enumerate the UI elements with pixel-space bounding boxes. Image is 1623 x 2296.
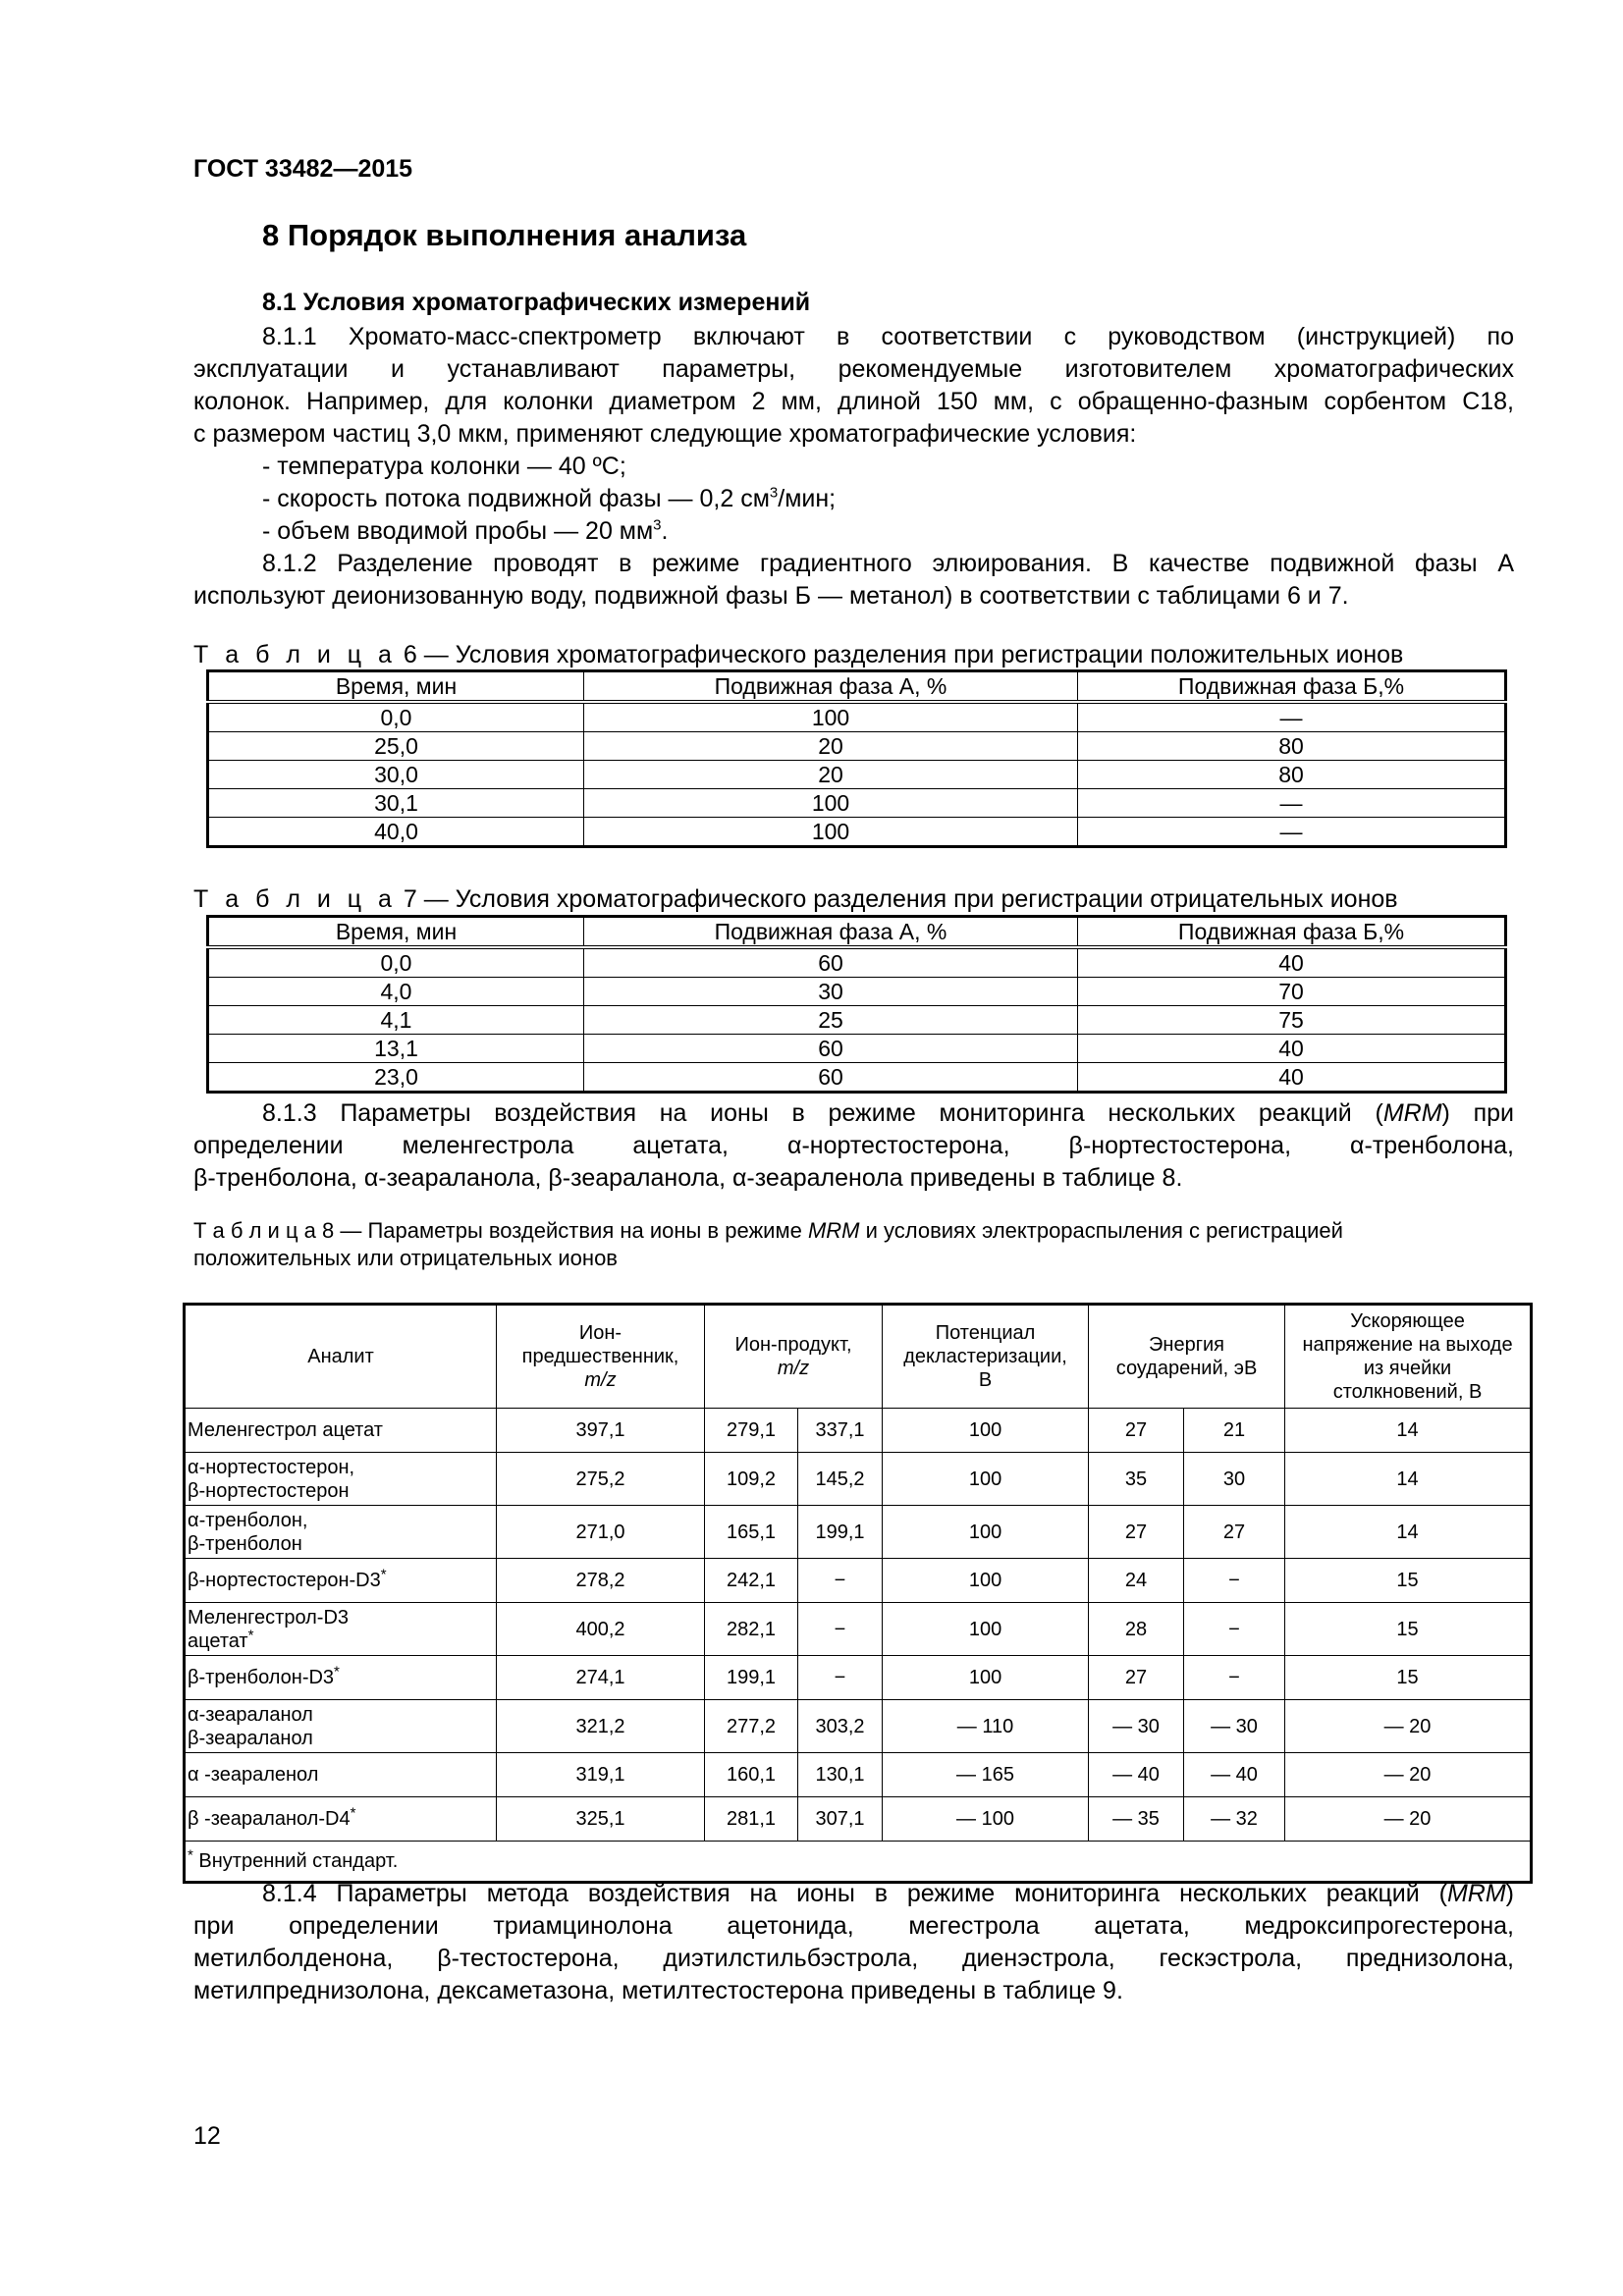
table-header-row — [185, 1305, 1532, 1409]
table-cell-prec: 319,1 — [497, 1753, 705, 1797]
section-title: 8 Порядок выполнения анализа — [262, 218, 747, 252]
condition-flow-unit: /мин; — [778, 485, 837, 512]
table-cell: 4,0 — [208, 978, 584, 1006]
footnote-star: * — [188, 1846, 193, 1864]
table-row — [208, 1006, 1506, 1035]
table-cell-pot: 100 — [883, 1409, 1089, 1453]
analyte-cell — [185, 1559, 497, 1603]
table-cell-pot: — 100 — [883, 1797, 1089, 1842]
table-cell-p1: 281,1 — [705, 1797, 798, 1842]
table-cell: 100 — [584, 818, 1078, 847]
column-header: Подвижная фаза Б,% — [1078, 917, 1506, 948]
table-cell-acc: — 20 — [1285, 1700, 1532, 1753]
table-cell: 23,0 — [208, 1063, 584, 1093]
table-cell-acc: 15 — [1285, 1603, 1532, 1656]
table-row — [208, 702, 1506, 732]
analyte-name: β-тренболон-D3 — [188, 1667, 335, 1688]
table-cell: 40,0 — [208, 818, 584, 847]
table-cell: — — [1078, 818, 1506, 847]
analyte-name-line2: β-нортестостерон — [188, 1479, 350, 1502]
table-cell-acc: 15 — [1285, 1559, 1532, 1603]
footnote-star: * — [350, 1804, 356, 1822]
column-header: Время, мин — [208, 671, 584, 703]
header-line: декластеризации, — [903, 1346, 1067, 1367]
table-cell: 80 — [1078, 732, 1506, 761]
table-row — [208, 978, 1506, 1006]
para-line: 8.1.3 Параметры воздействия на ионы в режиме мониторинга нескольких реакций (MRM) при — [262, 1099, 1514, 1127]
table-6 — [206, 669, 1507, 848]
table-cell-e2: 21 — [1184, 1409, 1285, 1453]
table-row — [208, 1035, 1506, 1063]
para-line: β-тренболона, α-зеараланола, β-зеараланола, α-зеараленола приведены в таблице 8. — [193, 1164, 1183, 1192]
table-cell-acc: 14 — [1285, 1409, 1532, 1453]
table-cell: 20 — [584, 761, 1078, 789]
table-cell: 100 — [584, 702, 1078, 732]
analyte-name-line2: β-тренболон — [188, 1532, 302, 1555]
analyte-cell — [185, 1700, 497, 1753]
analyte-name: β -зеараланол-D4 — [188, 1808, 351, 1830]
table-cell: 80 — [1078, 761, 1506, 789]
caption-word: Т а б л и ц а — [193, 885, 397, 913]
para-line: определении меленгестрола ацетата, α-нортестостерона, β-нортестостерона, α-тренболона, — [193, 1132, 1514, 1159]
column-header: Время, мин — [208, 917, 584, 948]
table-cell-prec: 321,2 — [497, 1700, 705, 1753]
table-cell: 40 — [1078, 1063, 1506, 1093]
table-cell-e2: — 40 — [1184, 1753, 1285, 1797]
table-row — [208, 732, 1506, 761]
condition-flow — [262, 483, 836, 515]
footnote-star: * — [247, 1626, 254, 1643]
table-row — [185, 1797, 1532, 1842]
column-header-accel — [1285, 1305, 1532, 1409]
table-cell-prec: 275,2 — [497, 1453, 705, 1506]
caption-word: Т а б л и ц а — [193, 641, 397, 668]
column-header-potential — [883, 1305, 1089, 1409]
column-header: Подвижная фаза А, % — [584, 917, 1078, 948]
document-header: ГОСТ 33482—2015 — [193, 155, 413, 183]
table-cell-p1: 199,1 — [705, 1656, 798, 1700]
table-row — [208, 947, 1506, 978]
table-7-caption — [193, 884, 1398, 914]
table-cell-p2: 145,2 — [798, 1453, 883, 1506]
table-cell-acc: 14 — [1285, 1506, 1532, 1559]
paragraph-8-1-4 — [193, 1878, 1514, 2007]
table-row — [185, 1753, 1532, 1797]
column-header: Подвижная фаза Б,% — [1078, 671, 1506, 703]
column-header-energy — [1089, 1305, 1285, 1409]
table-cell: 60 — [584, 1035, 1078, 1063]
table-row — [185, 1409, 1532, 1453]
table-cell-e2: — 32 — [1184, 1797, 1285, 1842]
table-cell-prec: 397,1 — [497, 1409, 705, 1453]
table-cell-acc: 15 — [1285, 1656, 1532, 1700]
caption-line: положительных или отрицательных ионов — [193, 1246, 618, 1270]
table-header-row — [208, 671, 1506, 703]
table-row — [208, 818, 1506, 847]
analyte-cell — [185, 1753, 497, 1797]
condition-volume — [262, 515, 836, 548]
header-line: m/z — [584, 1369, 617, 1391]
header-line: Ион- — [578, 1322, 622, 1344]
table-cell: 40 — [1078, 1035, 1506, 1063]
para-line: с размером частиц 3,0 мкм, применяют следующие хроматографические условия: — [193, 420, 1137, 448]
table-cell-e2: − — [1184, 1656, 1285, 1700]
table-row — [185, 1656, 1532, 1700]
table-note-row — [185, 1842, 1532, 1883]
paragraph-8-1-1 — [193, 321, 1514, 451]
table-cell: — — [1078, 702, 1506, 732]
header-line: столкновений, В — [1332, 1381, 1483, 1403]
table-cell: 30 — [584, 978, 1078, 1006]
note-text: Внутренний стандарт. — [192, 1850, 399, 1872]
paragraph-8-1-2 — [193, 548, 1514, 613]
table-cell: 20 — [584, 732, 1078, 761]
table-cell: 30,1 — [208, 789, 584, 818]
table-row — [185, 1506, 1532, 1559]
table-8 — [183, 1303, 1533, 1884]
table-cell-e1: 27 — [1089, 1506, 1184, 1559]
table-cell: 100 — [584, 789, 1078, 818]
table-cell-p1: 279,1 — [705, 1409, 798, 1453]
column-header: Подвижная фаза А, % — [584, 671, 1078, 703]
analyte-name: β-нортестостерон-D3 — [188, 1570, 381, 1591]
para-line: эксплуатации и устанавливают параметры, рекомендуемые изготовителем хроматографических — [193, 355, 1514, 383]
table-cell-pot: 100 — [883, 1603, 1089, 1656]
table-cell-prec: 400,2 — [497, 1603, 705, 1656]
table-cell-e2: − — [1184, 1603, 1285, 1656]
condition-flow-text: - скорость потока подвижной фазы — 0,2 см — [262, 485, 770, 512]
header-line: соударений, эВ — [1115, 1358, 1258, 1379]
table-note — [185, 1842, 1532, 1883]
analyte-cell — [185, 1453, 497, 1506]
header-line: В — [978, 1369, 993, 1391]
para-line: колонок. Например, для колонки диаметром 2 мм, длиной 150 мм, с обращенно-фазным сорбентом С18, — [193, 388, 1514, 415]
analyte-name-line2: ацетат — [188, 1629, 248, 1652]
table-cell-e2: − — [1184, 1559, 1285, 1603]
analyte-name: Меленгестрол-D3 — [188, 1606, 350, 1629]
table-cell-pot: 100 — [883, 1453, 1089, 1506]
table-cell-acc: — 20 — [1285, 1753, 1532, 1797]
analyte-name: α -зеараленол — [188, 1764, 319, 1786]
header-line: из ячейки — [1363, 1358, 1452, 1379]
table-cell: 25 — [584, 1006, 1078, 1035]
analyte-cell — [185, 1797, 497, 1842]
table-cell-p2: 307,1 — [798, 1797, 883, 1842]
table-cell-p1: 165,1 — [705, 1506, 798, 1559]
para-line: при определении триамцинолона ацетонида, мегестрола ацетата, медроксипрогестерона, — [193, 1912, 1514, 1940]
table-cell-p1: 242,1 — [705, 1559, 798, 1603]
table-cell-pot: — 165 — [883, 1753, 1089, 1797]
table-cell-p2: − — [798, 1559, 883, 1603]
table-row — [208, 1063, 1506, 1093]
table-cell-pot: 100 — [883, 1506, 1089, 1559]
table-cell-pot: — 110 — [883, 1700, 1089, 1753]
table-cell-p1: 282,1 — [705, 1603, 798, 1656]
superscript: 3 — [769, 484, 779, 502]
table-7 — [206, 915, 1507, 1094]
table-cell: 13,1 — [208, 1035, 584, 1063]
table-cell-p2: − — [798, 1656, 883, 1700]
condition-volume-end: . — [661, 517, 669, 545]
table-cell-pot: 100 — [883, 1656, 1089, 1700]
table-cell-p2: 199,1 — [798, 1506, 883, 1559]
table-cell-e2: — 30 — [1184, 1700, 1285, 1753]
conditions-list — [262, 451, 836, 548]
table-cell-p1: 277,2 — [705, 1700, 798, 1753]
table-cell-e1: 28 — [1089, 1603, 1184, 1656]
table-cell-prec: 325,1 — [497, 1797, 705, 1842]
analyte-name: Меленгестрол ацетат — [188, 1419, 383, 1441]
analyte-cell — [185, 1603, 497, 1656]
condition-volume-text: - объем вводимой пробы — 20 мм — [262, 517, 654, 545]
para-line: 8.1.4 Параметры метода воздействия на ионы в режиме мониторинга нескольких реакций (MRM) — [262, 1880, 1514, 1907]
table-cell-e1: — 35 — [1089, 1797, 1184, 1842]
superscript: 3 — [653, 516, 662, 534]
para-line: 8.1.1 Хромато-масс-спектрометр включают в соответствии с руководством (инструкцией) по — [262, 323, 1514, 350]
table-cell-p1: 160,1 — [705, 1753, 798, 1797]
analyte-name: α-тренболон, — [188, 1509, 308, 1531]
analyte-name: α-зеараланол — [188, 1703, 313, 1726]
analyte-name: α-нортестостерон, — [188, 1456, 355, 1478]
table-8-caption — [193, 1217, 1514, 1272]
table-cell: 30,0 — [208, 761, 584, 789]
table-6-caption — [193, 640, 1403, 669]
page-number: 12 — [193, 2122, 221, 2150]
table-cell: 60 — [584, 1063, 1078, 1093]
para-line: используют деионизованную воду, подвижной фазы Б — метанол) в соответствии с таблицами 6 и 7. — [193, 582, 1349, 610]
table-cell-pot: 100 — [883, 1559, 1089, 1603]
header-line: напряжение на выходе — [1302, 1334, 1513, 1356]
para-line: метилболденона, β-тестостерона, диэтилстильбэстрола, диенэстрола, гескэстрола, преднизолона, — [193, 1945, 1514, 1972]
para-line: 8.1.2 Разделение проводят в режиме градиентного элюирования. В качестве подвижной фазы А — [262, 550, 1514, 577]
caption-text: 7 — Условия хроматографического разделения при регистрации отрицательных ионов — [396, 885, 1398, 913]
table-cell: 40 — [1078, 947, 1506, 978]
header-line: Ускоряющее — [1350, 1310, 1465, 1332]
table-row — [185, 1700, 1532, 1753]
table-cell-prec: 278,2 — [497, 1559, 705, 1603]
header-line: m/z — [777, 1358, 810, 1379]
table-cell-acc: 14 — [1285, 1453, 1532, 1506]
para-line: метилпреднизолона, дексаметазона, метилтестостерона приведены в таблице 9. — [193, 1977, 1123, 2004]
caption-text: 6 — Условия хроматографического разделения при регистрации положительных ионов — [396, 641, 1404, 668]
condition-temperature: - температура колонки — 40 ºС; — [262, 453, 626, 480]
subsection-title: 8.1 Условия хроматографических измерений — [262, 289, 811, 316]
table-cell-e1: 24 — [1089, 1559, 1184, 1603]
table-cell: 25,0 — [208, 732, 584, 761]
table-cell: 70 — [1078, 978, 1506, 1006]
header-line: Энергия — [1149, 1334, 1224, 1356]
table-cell: 0,0 — [208, 947, 584, 978]
footnote-star: * — [380, 1566, 387, 1583]
table-row — [185, 1603, 1532, 1656]
header-line: Ион-продукт, — [734, 1334, 852, 1356]
table-cell-prec: 271,0 — [497, 1506, 705, 1559]
table-cell-e1: 27 — [1089, 1409, 1184, 1453]
table-row — [208, 789, 1506, 818]
table-cell-e2: 30 — [1184, 1453, 1285, 1506]
table-cell-p2: − — [798, 1603, 883, 1656]
column-header-analyte: Аналит — [185, 1305, 497, 1409]
header-line: Потенциал — [935, 1322, 1036, 1344]
analyte-cell — [185, 1409, 497, 1453]
table-cell: 75 — [1078, 1006, 1506, 1035]
table-cell-e1: — 30 — [1089, 1700, 1184, 1753]
caption-line: Т а б л и ц а 8 — Параметры воздействия на ионы в режиме MRM и условиях электрораспыления с регистрацией — [193, 1218, 1343, 1243]
analyte-cell — [185, 1656, 497, 1700]
analyte-cell — [185, 1506, 497, 1559]
table-cell-e1: 35 — [1089, 1453, 1184, 1506]
column-header-product — [705, 1305, 883, 1409]
table-cell: 60 — [584, 947, 1078, 978]
header-line: предшественник, — [521, 1346, 679, 1367]
table-cell-p1: 109,2 — [705, 1453, 798, 1506]
table-cell-e1: 27 — [1089, 1656, 1184, 1700]
table-cell-p2: 130,1 — [798, 1753, 883, 1797]
paragraph-8-1-3 — [193, 1097, 1514, 1195]
analyte-name-line2: β-зеараланол — [188, 1727, 313, 1749]
table-cell-p2: 303,2 — [798, 1700, 883, 1753]
table-cell-e2: 27 — [1184, 1506, 1285, 1559]
table-header-row — [208, 917, 1506, 948]
table-cell-acc: — 20 — [1285, 1797, 1532, 1842]
footnote-star: * — [334, 1663, 340, 1681]
table-cell-prec: 274,1 — [497, 1656, 705, 1700]
table-cell-e1: — 40 — [1089, 1753, 1184, 1797]
table-row — [185, 1559, 1532, 1603]
table-cell-p2: 337,1 — [798, 1409, 883, 1453]
table-row — [185, 1453, 1532, 1506]
table-cell: — — [1078, 789, 1506, 818]
table-cell: 0,0 — [208, 702, 584, 732]
column-header-precursor — [497, 1305, 705, 1409]
table-cell: 4,1 — [208, 1006, 584, 1035]
table-row — [208, 761, 1506, 789]
